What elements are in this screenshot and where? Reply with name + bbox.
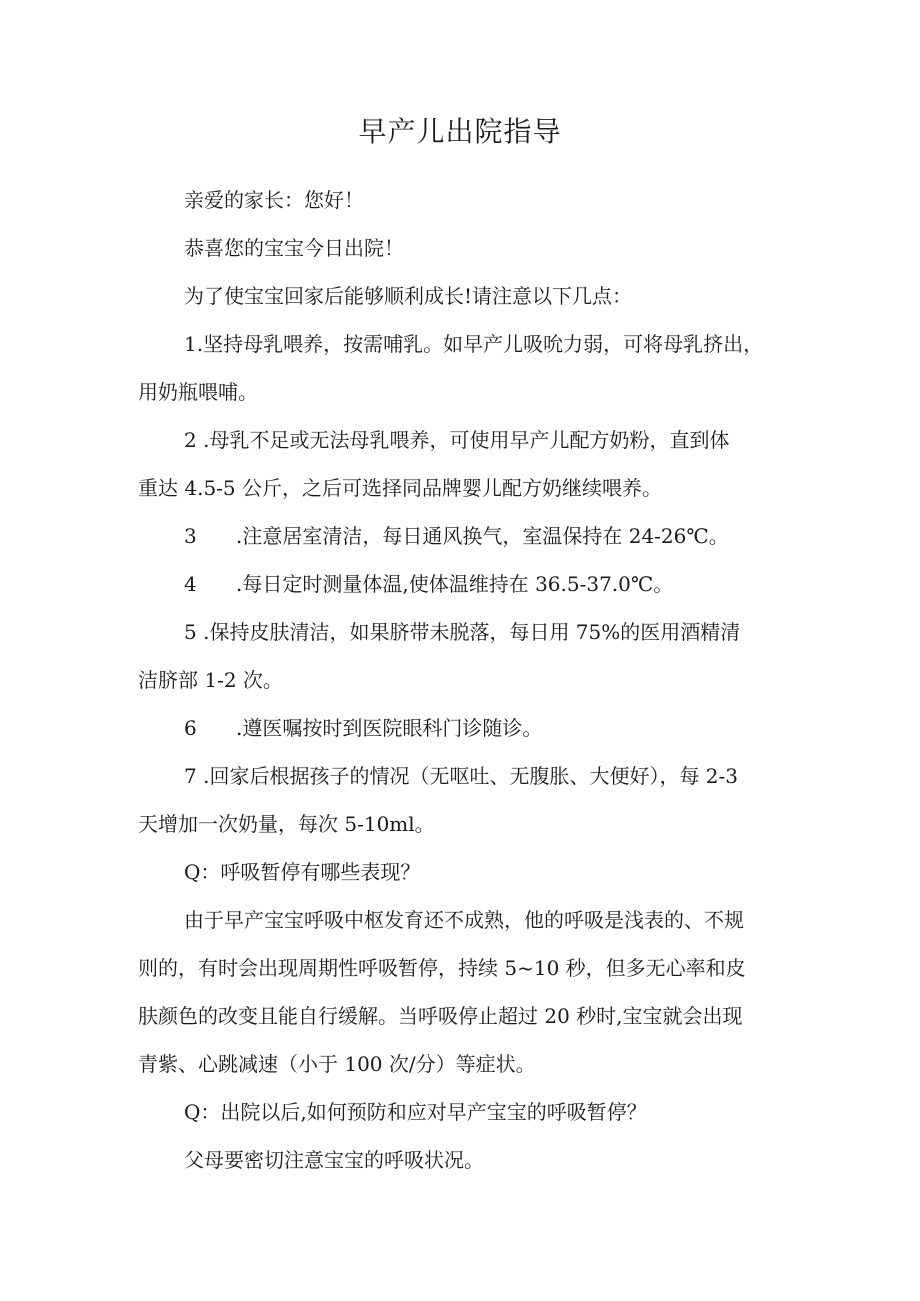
question-1: Q：呼吸暂停有哪些表现？ [184, 860, 421, 884]
item-2-line-2: 重达 4.5-5 公斤，之后可选择同品牌婴儿配方奶继续喂养。 [138, 476, 663, 500]
item-4 [138, 560, 788, 608]
answer-2: 父母要密切注意宝宝的呼吸状况。 [184, 1148, 484, 1172]
item-1-line-1: 1.坚持母乳喂养，按需哺乳。如早产儿吸吮力弱，可将母乳挤出， [184, 332, 764, 356]
item-4-text: .每日定时测量体温,使体温维持在 36.5-37.0℃。 [236, 572, 674, 596]
question-2: Q：出院以后,如何预防和应对早产宝宝的呼吸暂停？ [184, 1100, 647, 1124]
answer-1-line-2: 则的，有时会出现周期性呼吸暂停，持续 5~10 秒，但多无心率和皮 [138, 956, 746, 980]
item-3 [138, 512, 788, 560]
congrats-paragraph: 恭喜您的宝宝今日出院！ [184, 236, 404, 260]
answer-1-line-1: 由于早产宝宝呼吸中枢发育还不成熟，他的呼吸是浅表的、不规 [184, 908, 744, 932]
item-6-text: .遵医嘱按时到医院眼科门诊随诊。 [236, 716, 543, 740]
item-7-line-2: 天增加一次奶量，每次 5-10ml。 [138, 812, 435, 836]
greeting-paragraph: 亲爱的家长：您好！ [184, 188, 364, 212]
item-3-text: .注意居室清洁，每日通风换气，室温保持在 24-26℃。 [236, 524, 729, 548]
item-5-line-1: 5 .保持皮肤清洁，如果脐带未脱落，每日用 75%的医用酒精清 [184, 620, 741, 644]
item-4-number: 4 [184, 572, 197, 596]
answer-1-line-4: 青紫、心跳减速（小于 100 次/分）等症状。 [138, 1052, 536, 1076]
document-title: 早产儿出院指导 [358, 115, 562, 148]
item-3-number: 3 [184, 524, 197, 548]
item-6 [138, 704, 788, 752]
intro-paragraph: 为了使宝宝回家后能够顺利成长!请注意以下几点： [184, 284, 633, 308]
item-1-line-2: 用奶瓶喂哺。 [138, 380, 258, 404]
item-7-line-1: 7 .回家后根据孩子的情况（无呕吐、无腹胀、大便好），每 2-3 [184, 764, 739, 788]
answer-1-line-3: 肤颜色的改变且能自行缓解。当呼吸停止超过 20 秒时,宝宝就会出现 [138, 1004, 743, 1028]
document-body [138, 176, 788, 1184]
item-5-line-2: 洁脐部 1-2 次。 [138, 668, 283, 692]
item-6-number: 6 [184, 716, 197, 740]
item-2-line-1: 2 .母乳不足或无法母乳喂养，可使用早产儿配方奶粉，直到体 [184, 428, 730, 452]
